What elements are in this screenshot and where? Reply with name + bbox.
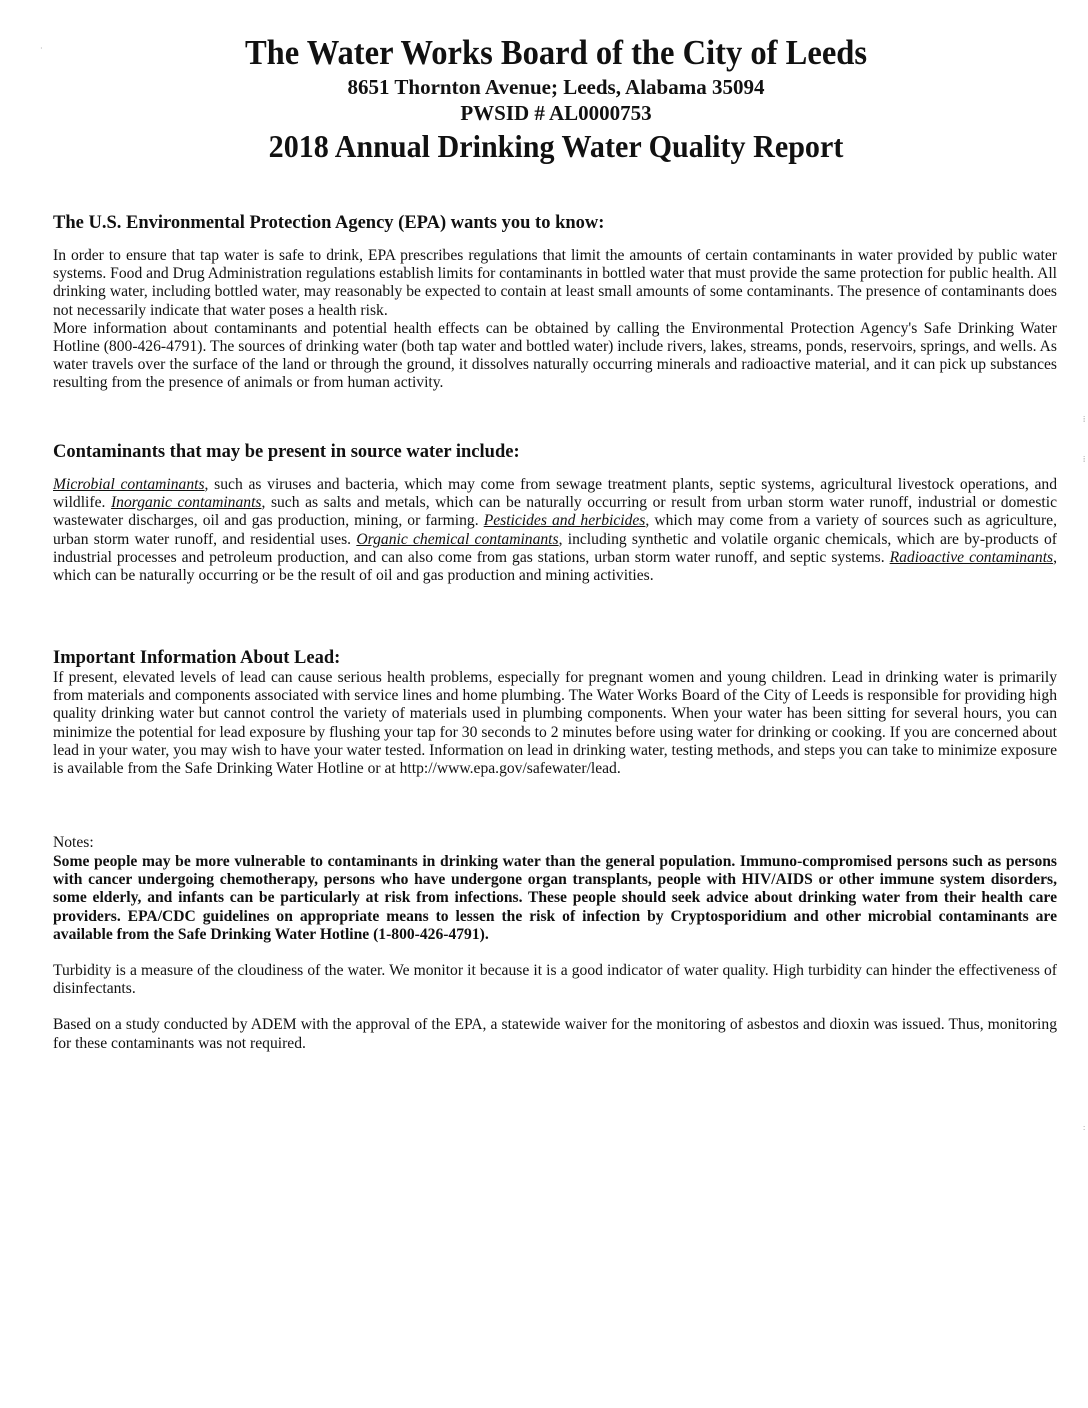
report-header xyxy=(0,32,1088,166)
pesticides-label: Pesticides and herbicides xyxy=(483,512,646,530)
organic-label: Organic chemical contaminants xyxy=(356,530,559,548)
report-title: 2018 Annual Drinking Water Quality Report xyxy=(268,128,844,164)
notes-heading: Notes: xyxy=(53,834,94,851)
epa-paragraph-1: In order to ensure that tap water is safe to drink, EPA prescribes regulations that limit the amounts of certain contaminants in water provided by public water systems. Food and Drug Administration regulations establish limits for contaminants in bottled water that must provide the same protection for public health. All drinking water, including bottled water, may reasonably be expected to contain at least small amounts of some contaminants. The presence of contaminants does not necessarily indicate that water poses a health risk. xyxy=(53,247,1057,319)
contaminants-section xyxy=(53,441,1057,585)
epa-heading: The U.S. Environmental Protection Agency (EPA) wants you to know: xyxy=(53,213,605,233)
organic-text: , including synthetic and volatile organic chemicals, which are by-products of industrial processes and petroleum production, and can also come from gas stations, urban storm water runoff, and septic systems. xyxy=(53,530,1057,566)
inorganic-label: Inorganic contaminants xyxy=(110,494,262,512)
inorganic-text: , such as salts and metals, which can be naturally occurring or result from urban storm water runoff, industrial or domestic wastewater discharges, oil and gas production, mining, or farming. xyxy=(53,494,1057,530)
vulnerable-populations-note: Some people may be more vulnerable to contaminants in drinking water than the general population. Immuno-compromised persons such as persons with cancer undergoing chemotherapy, persons who have undergone organ transplants, people with HIV/AIDS or other immune system disorders, some elderly, and infants can be particularly at risk from infections. These people should seek advice about drinking water from their health care providers. EPA/CDC guidelines on appropriate means to lessen the risk of infection by Cryptosporidium and other microbial contaminants are available from the Safe Drinking Water Hotline (1-800-426-4791). xyxy=(53,853,1057,943)
turbidity-note: Turbidity is a measure of the cloudiness of the water. We monitor it because it is a good indicator of water quality. High turbidity can hinder the effectiveness of disinfectants. xyxy=(53,962,1057,998)
scan-speck: ⁞ xyxy=(1083,415,1086,424)
radioactive-text: , which can be naturally occurring or be the result of oil and gas production and mining activities. xyxy=(53,548,1058,585)
epa-paragraph-2: More information about contaminants and potential health effects can be obtained by calling the Environmental Protection Agency's Safe Drinking Water Hotline (800-426-4791). The sources of drinking water (both tap water and bottled water) include rivers, lakes, streams, ponds, reservoirs, springs, and wells. As water travels over the surface of the land or through the ground, it dissolves naturally occurring minerals and radioactive material, and it can pick up substances resulting from the presence of animals or from human activity. xyxy=(53,319,1057,392)
scan-speck: ⁞ xyxy=(1083,455,1086,464)
pwsid: PWSID # AL0000753 xyxy=(460,101,652,125)
microbial-text: , such as viruses and bacteria, which may come from sewage treatment plants, septic systems, agricultural livestock operations, and wildlife. xyxy=(53,476,1057,512)
lead-heading: Important Information About Lead: xyxy=(53,648,341,668)
scan-speck: · xyxy=(40,44,43,53)
scan-speck: : xyxy=(1083,1123,1086,1132)
utility-name: The Water Works Board of the City of Leeds xyxy=(244,33,868,72)
epa-section xyxy=(53,212,1057,393)
utility-address: 8651 Thornton Avenue; Leeds, Alabama 35094 xyxy=(347,75,765,99)
pesticides-text: , which may come from a variety of sources such as agriculture, urban storm water runoff, and residential uses. xyxy=(53,512,1057,548)
microbial-label: Microbial contaminants xyxy=(53,476,205,493)
lead-section xyxy=(53,647,1057,778)
radioactive-label: Radioactive contaminants xyxy=(889,548,1054,566)
lead-paragraph: If present, elevated levels of lead can cause serious health problems, especially for pregnant women and young children. Lead in drinking water is primarily from materials and components associated with service lines and home plumbing. The Water Works Board of the City of Leeds is responsible for providing high quality drinking water but cannot control the variety of materials used in plumbing components. When your water has been sitting for several hours, you can minimize the potential for lead exposure by flushing your tap for 30 seconds to 2 minutes before using water for drinking or cooking. If you are concerned about lead in your water, you may wish to have your water tested. Information on lead in drinking water, testing methods, and steps you can take to minimize exposure is available from the Safe Drinking Water Hotline or at http://www.epa.gov/safewater/lead. xyxy=(53,669,1057,778)
notes-section xyxy=(53,833,1057,1053)
contaminants-heading: Contaminants that may be present in source water include: xyxy=(53,442,520,462)
waiver-note: Based on a study conducted by ADEM with the approval of the EPA, a statewide waiver for the monitoring of asbestos and dioxin was issued. Thus, monitoring for these contaminants was not required. xyxy=(53,1016,1057,1052)
contaminants-paragraph xyxy=(53,476,1057,585)
